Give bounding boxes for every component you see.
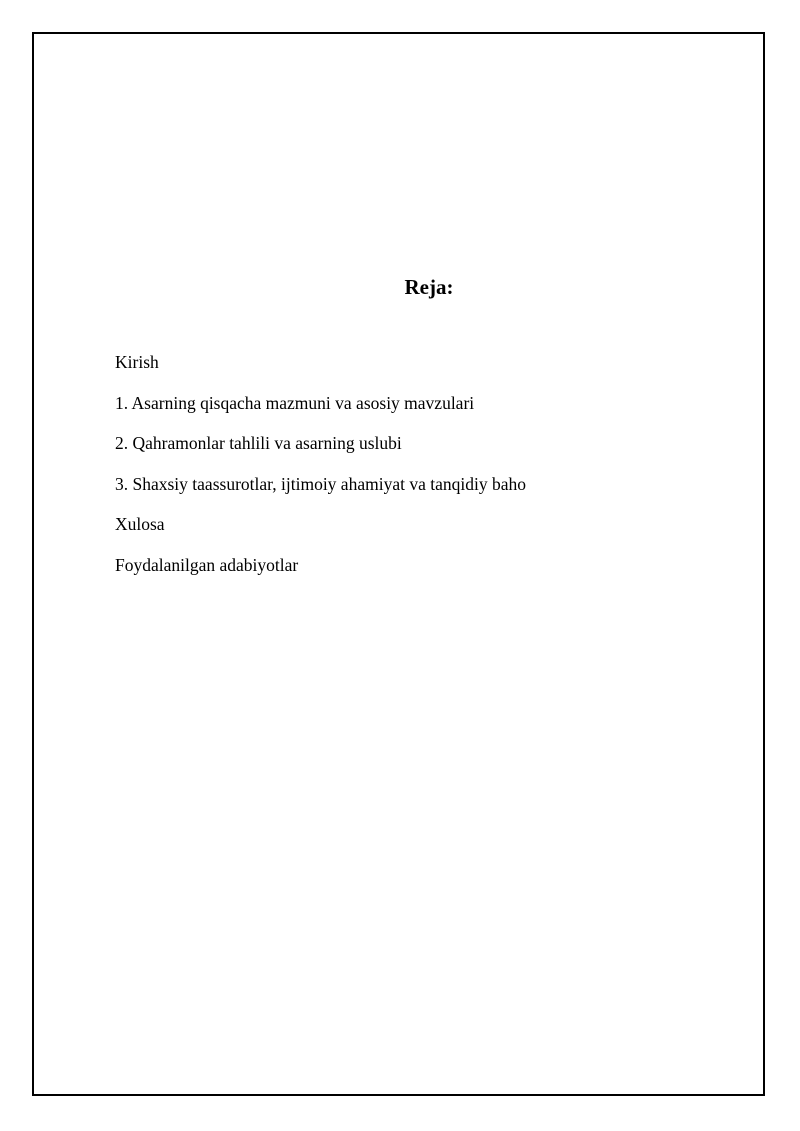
plan-item-conclusion: Xulosa <box>115 514 165 534</box>
plan-item-intro: Kirish <box>115 352 159 372</box>
plan-list <box>115 351 526 594</box>
plan-item-3: 3. Shaxsiy taassurotlar, ijtimoiy ahamiyat va tanqidiy baho <box>115 473 526 494</box>
plan-item-1: 1. Asarning qisqacha mazmuni va asosiy mavzulari <box>115 392 475 413</box>
plan-item-references: Foydalanilgan adabiyotlar <box>115 554 299 575</box>
page-title: Reja: <box>404 275 454 299</box>
plan-item-2: 2. Qahramonlar tahlili va asarning uslubi <box>115 433 402 453</box>
